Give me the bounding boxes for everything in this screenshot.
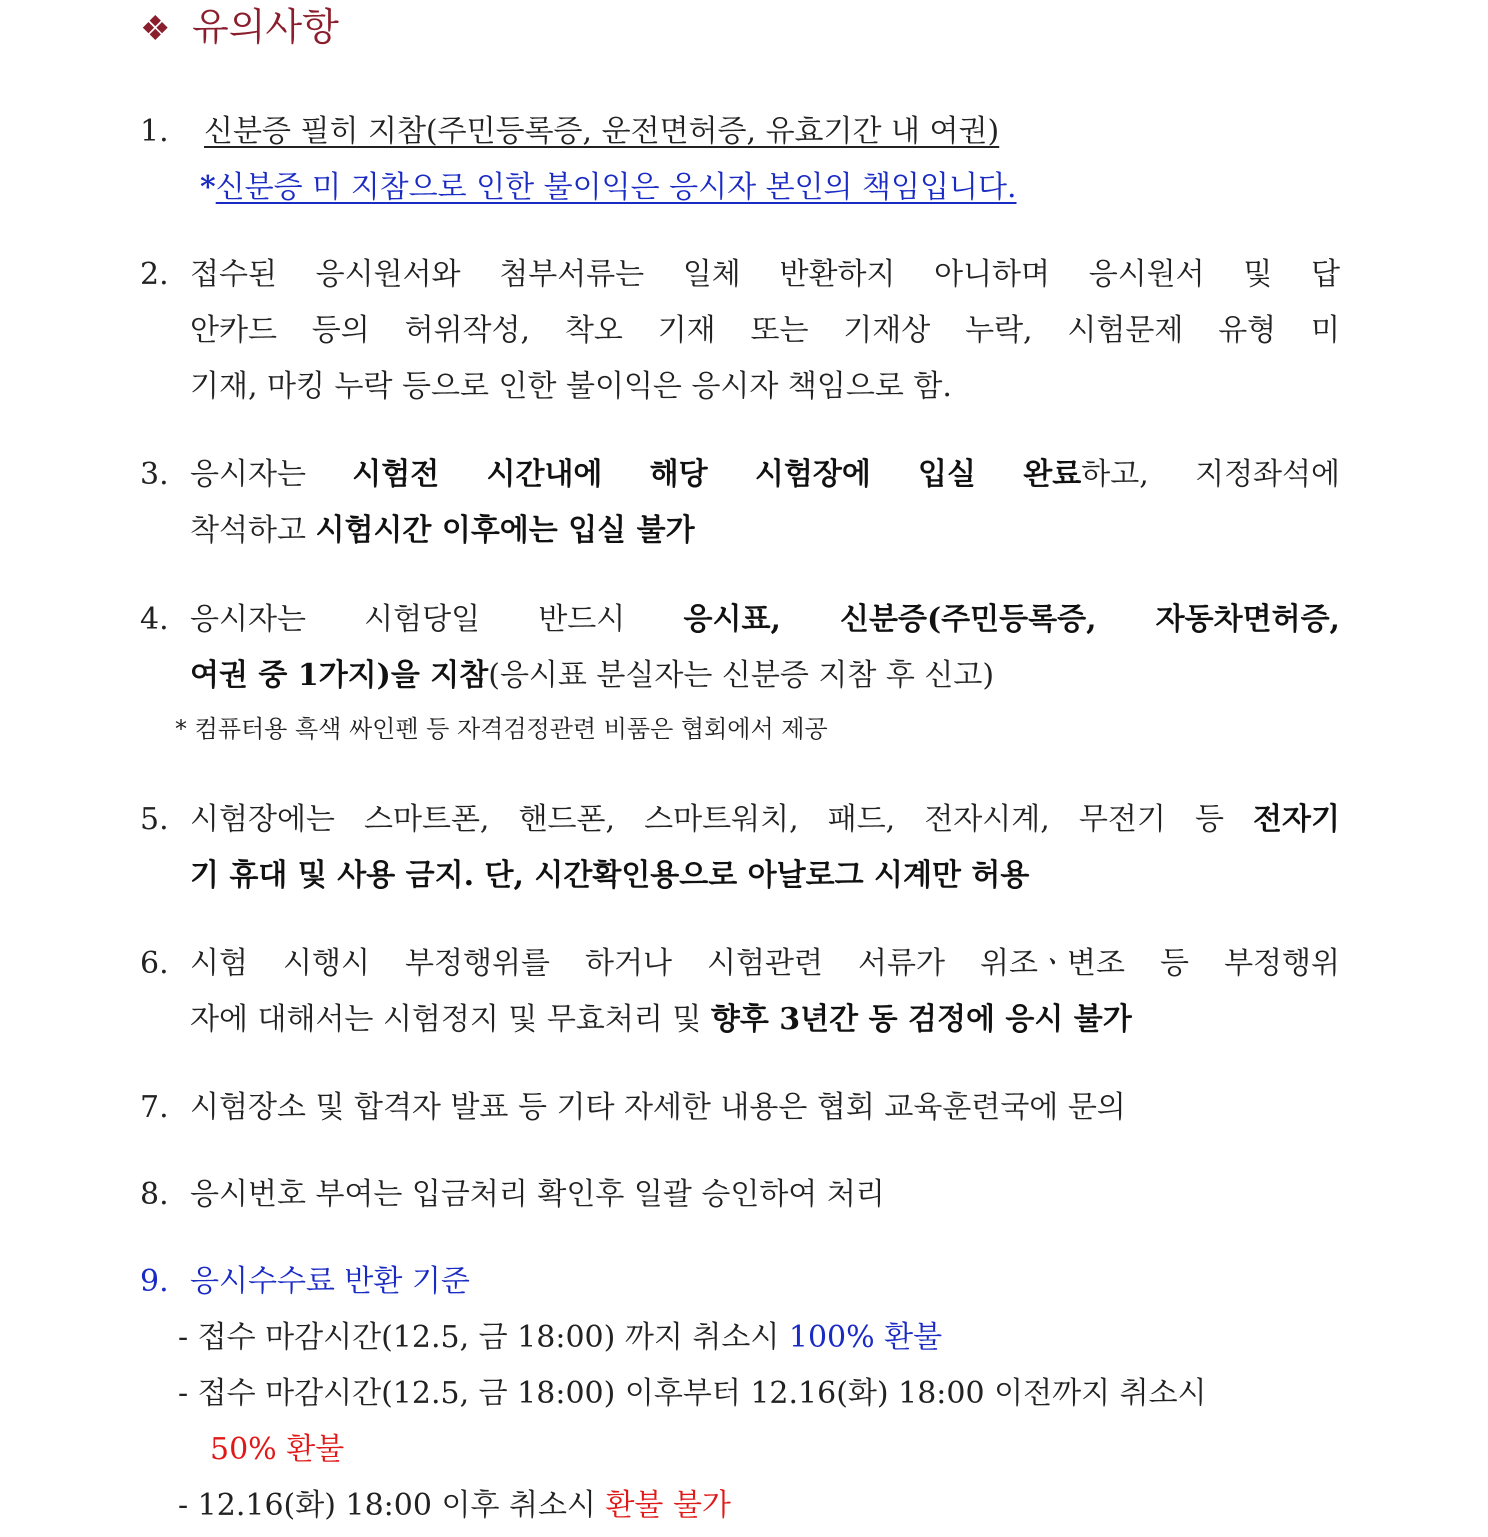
item-number: 3. — [140, 457, 169, 492]
item-6-bold-b: 향후 3년간 동 검정에 응시 불가 — [710, 1002, 1132, 1037]
refund-rule-1-text: - 접수 마감시간(12.5, 금 18:00) 까지 취소시 — [178, 1320, 789, 1355]
item-3-text-c: 하고, 지정좌석에 — [1081, 457, 1340, 492]
item-5-text-a: 시험장에는 스마트폰, 핸드폰, 스마트워치, 패드, 전자시계, 무전기 등 — [190, 802, 1254, 837]
item-3-text-a: 응시자는 — [190, 457, 353, 492]
item-6-line-2 — [190, 1000, 1390, 1040]
item-number: 8. — [140, 1177, 169, 1212]
item-1-note-text: 신분증 미 지참으로 인한 불이익은 응시자 본인의 책임입니다. — [215, 170, 1017, 205]
item-4-bold-c: 여권 중 1가지)을 지참 — [190, 658, 489, 693]
item-1-note — [200, 168, 1400, 208]
item-6-text-1: 시험 시행시 부정행위를 하거나 시험관련 서류가 위조ㆍ변조 등 부정행위 — [190, 946, 1340, 981]
item-3-line-1 — [140, 455, 1340, 495]
item-2-text-1: 접수된 응시원서와 첨부서류는 일체 반환하지 아니하며 응시원서 및 답 — [190, 257, 1340, 292]
item-1-text: 신분증 필히 지참(주민등록증, 운전면허증, 유효기간 내 여권) — [204, 114, 1000, 149]
item-6-line-1 — [140, 944, 1340, 984]
heading-title: 유의사항 — [192, 5, 339, 49]
item-5-bold-b: 전자기 — [1253, 802, 1340, 837]
item-9-title — [140, 1262, 1340, 1302]
item-6-text-a: 자에 대해서는 시험정지 및 무효처리 및 — [190, 1002, 711, 1037]
item-4-text-d: (응시표 분실자는 신분증 지참 후 신고) — [488, 658, 995, 693]
item-2-line-3: 기재, 마킹 누락 등으로 인한 불이익은 응시자 책임으로 함. — [190, 369, 952, 404]
refund-rule-2-text: - 접수 마감시간(12.5, 금 18:00) 이후부터 12.16(화) 18:00 이전까지 취소시 — [178, 1376, 1207, 1411]
item-9-title-text: 응시수수료 반환 기준 — [190, 1264, 470, 1299]
refund-rule-1 — [178, 1318, 1378, 1358]
item-number: 7. — [140, 1090, 169, 1125]
item-number: 4. — [140, 602, 169, 637]
item-3-bold-e: 시험시간 이후에는 입실 불가 — [315, 513, 695, 548]
diamond-bullet-icon: ❖ — [140, 9, 171, 49]
item-4-bold-b: 응시표, 신분증(주민등록증, 자동차면허증, — [683, 602, 1341, 637]
item-3-text-d: 착석하고 — [190, 513, 316, 548]
item-4-note: * 컴퓨터용 흑색 싸인펜 등 자격검정관련 비품은 협회에서 제공 — [175, 715, 828, 743]
item-number: 6. — [140, 946, 169, 981]
item-2-line-1 — [140, 255, 1340, 295]
asterisk-icon: * — [200, 170, 216, 205]
item-number: 2. — [140, 257, 169, 292]
item-3-bold-b: 시험전 시간내에 해당 시험장에 입실 완료 — [352, 457, 1082, 492]
refund-rule-2 — [178, 1374, 1343, 1414]
item-3-line-2 — [190, 511, 1390, 551]
item-1 — [140, 112, 1340, 152]
item-8 — [140, 1175, 1340, 1215]
item-4-text-a: 응시자는 시험당일 반드시 — [190, 602, 684, 637]
item-4-line-2 — [190, 656, 1390, 696]
item-2-line-2: 안카드 등의 허위작성, 착오 기재 또는 기재상 누락, 시험문제 유형 미 — [190, 313, 1340, 348]
item-number: 1. — [140, 114, 169, 149]
refund-rule-3 — [178, 1486, 1378, 1526]
refund-rule-2-amount: 50% 환불 — [210, 1432, 345, 1467]
item-5-line-1 — [140, 800, 1340, 840]
item-7 — [140, 1088, 1340, 1128]
refund-rule-3-text: - 12.16(화) 18:00 이후 취소시 — [178, 1488, 606, 1523]
refund-rule-3-amount: 환불 불가 — [605, 1488, 731, 1523]
refund-rule-1-amount: 100% 환불 — [788, 1320, 943, 1355]
item-number: 9. — [140, 1264, 169, 1299]
item-5-line-2 — [190, 856, 1390, 896]
section-heading — [140, 4, 339, 52]
item-8-text: 응시번호 부여는 입금처리 확인후 일괄 승인하여 처리 — [190, 1177, 885, 1212]
item-number: 5. — [140, 802, 169, 837]
item-5-bold-c: 기 휴대 및 사용 금지. 단, 시간확인용으로 아날로그 시계만 허용 — [190, 858, 1030, 893]
item-7-text: 시험장소 및 합격자 발표 등 기타 자세한 내용은 협회 교육훈련국에 문의 — [190, 1090, 1126, 1125]
item-4-line-1 — [140, 600, 1340, 640]
